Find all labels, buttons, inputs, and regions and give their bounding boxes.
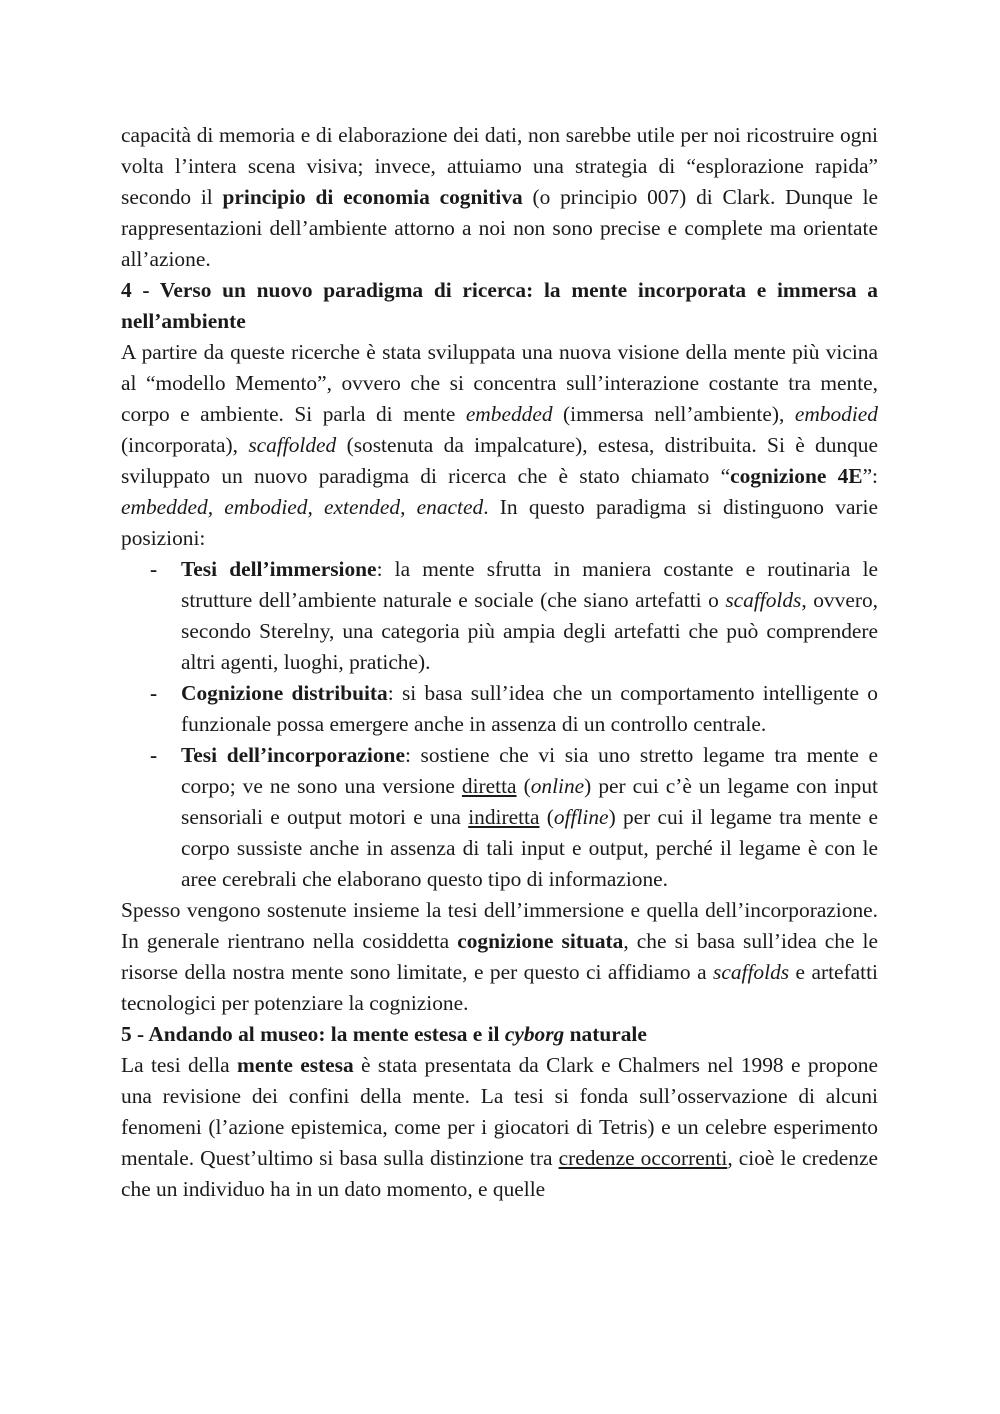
- s5-heading-italic: cyborg: [504, 1022, 565, 1046]
- after-bold-term: cognizione situata: [457, 929, 624, 953]
- s4-text-4: (sostenuta da impalcature), estesa, distribuita. Si è dunque sviluppato un nuovo paradigma di ricerca che è stato chiamato “: [121, 433, 878, 488]
- list-item: [150, 554, 879, 678]
- after-list-paragraph: [121, 895, 878, 1019]
- s5-heading-text-1: 5 - Andando al museo: la mente estesa e il: [121, 1022, 505, 1046]
- item3-text-1: : sostiene che vi sia uno stretto legame tra mente e corpo; ve ne sono una versione: [181, 743, 878, 798]
- s4-text-2: (immersa nell’ambiente),: [552, 402, 795, 426]
- section-5-heading: [121, 1019, 878, 1050]
- s5-underline-term: credenze occorrenti: [558, 1146, 728, 1170]
- s4-text-3: (incorporata),: [121, 433, 249, 457]
- item3-bold: Tesi dell’incorporazione: [181, 743, 405, 767]
- s5-bold-term: mente estesa: [237, 1053, 354, 1077]
- s4-italic-4e-list: embedded, embodied, extended, enacted: [121, 495, 484, 519]
- item2-bold: Cognizione distribuita: [181, 681, 388, 705]
- list-bullet: -: [150, 681, 158, 705]
- item1-text-1: : la mente sfrutta in maniera costante e routinaria le strutture dell’ambiente naturale e sociale (che siano artefatti o: [181, 557, 879, 612]
- s4-text-5: ”:: [862, 464, 878, 488]
- s4-text-1: A partire da queste ricerche è stata sviluppata una nuova visione della mente più vicina al “modello Memento”, ovvero che si concentra sull’interazione costante tra mente, corpo e ambiente. Si parla di mente: [121, 340, 878, 426]
- item3-italic-offline: offline: [553, 805, 609, 829]
- list-bullet: -: [150, 557, 158, 581]
- document-page: [121, 120, 878, 1205]
- positions-list: [121, 554, 878, 895]
- list-item: [150, 678, 878, 740]
- item3-underline-diretta: diretta: [461, 774, 517, 798]
- section-5-paragraph: [121, 1050, 878, 1205]
- list-item: [150, 740, 878, 895]
- section-4-paragraph: [121, 337, 878, 554]
- after-text-1: Spesso vengono sostenute insieme la tesi dell’immersione e quella dell’incorporazione. In generale rientrano nella cosiddetta: [121, 898, 878, 953]
- s4-italic-embedded: embedded: [465, 402, 553, 426]
- item3-text-3: ) per cui c’è un legame con input sensoriali e output motori e una: [181, 774, 878, 829]
- s4-bold-4e: cognizione 4E: [730, 464, 863, 488]
- s5-text-2: è stata presentata da Clark e Chalmers nel 1998 e propone una revisione dei confini della mente. La tesi si fonda sull’osservazione di alcuni fenomeni (l’azione epistemica, come per i giocatori di Tetris) e un celebre esperimento mentale. Quest’ultimo si basa sulla distinzione tra: [121, 1053, 878, 1170]
- item1-bold: Tesi dell’immersione: [181, 557, 377, 581]
- item1-italic: scaffolds: [725, 588, 802, 612]
- item2-text-1: : si basa sull’idea che un comportamento intelligente o funzionale possa emergere anche in assenza di un controllo centrale.: [181, 681, 878, 736]
- s5-text-1: La tesi della: [121, 1053, 237, 1077]
- item3-text-5: ) per cui il legame tra mente e corpo sussiste anche in assenza di tali input e output, perché il legame è con le aree cerebrali che elaborano questo tipo di informazione.: [181, 805, 878, 891]
- s4-text-6: . In questo paradigma si distinguono varie posizioni:: [121, 495, 878, 550]
- after-text-2: , che si basa sull’idea che le risorse della nostra mente sono limitate, e per questo ci affidiamo a: [121, 929, 878, 984]
- item3-underline-indiretta: indiretta: [468, 805, 540, 829]
- intro-paragraph: [121, 120, 878, 275]
- intro-text-1: capacità di memoria e di elaborazione dei dati, non sarebbe utile per noi ricostruire ogni volta l’intera scena visiva; invece, attuiamo una strategia di “esplorazione rapida” secondo il: [121, 123, 878, 209]
- section-4-heading: 4 - Verso un nuovo paradigma di ricerca: la mente incorporata e immersa a nell’ambiente: [121, 278, 878, 333]
- s5-heading-text-2: naturale: [564, 1022, 647, 1046]
- intro-bold-term: principio di economia cognitiva: [222, 185, 523, 209]
- s4-italic-embodied: embodied: [794, 402, 878, 426]
- after-italic-scaffolds: scaffolds: [713, 960, 790, 984]
- list-bullet: -: [150, 743, 158, 767]
- s5-text-3: , cioè le credenze che un individuo ha in un dato momento, e quelle: [121, 1146, 878, 1201]
- item3-text-4: (: [539, 805, 554, 829]
- after-text-3: e artefatti tecnologici per potenziare la cognizione.: [121, 960, 878, 1015]
- item1-text-2: , ovvero, secondo Sterelny, una categoria più ampia degli artefatti che può comprendere altri agenti, luoghi, pratiche).: [181, 588, 878, 674]
- s4-italic-scaffolded: scaffolded: [248, 433, 337, 457]
- item3-text-2: (: [516, 774, 531, 798]
- intro-text-2: (o principio 007) di Clark. Dunque le rappresentazioni dell’ambiente attorno a noi non sono precise e complete ma orientate all’azione.: [121, 185, 879, 271]
- item3-italic-online: online: [530, 774, 585, 798]
